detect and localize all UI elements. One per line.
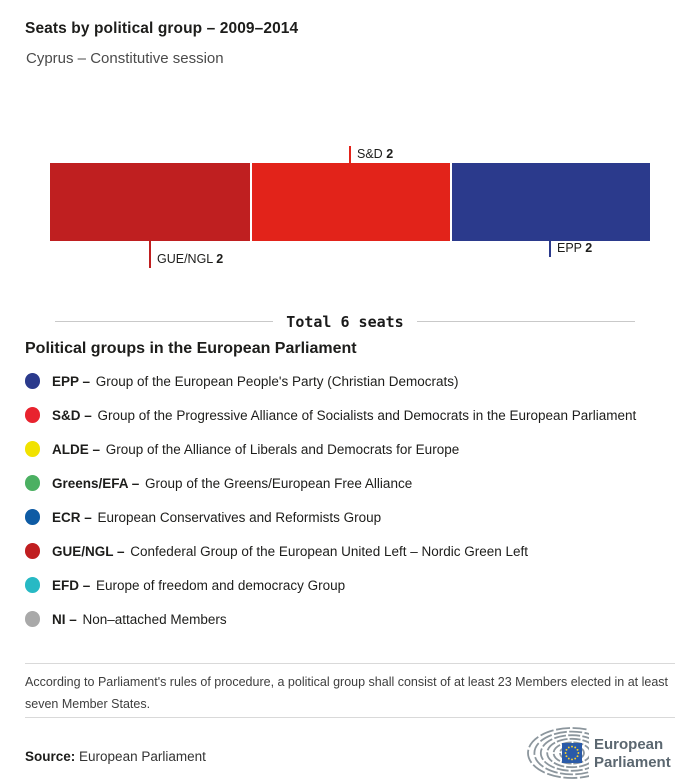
legend-item-epp	[25, 364, 685, 398]
legend-item-ni	[25, 602, 685, 636]
legend-item-efd	[25, 568, 685, 602]
legend-item-label: EPP – Group of the European People's Party (Christian Democrats)	[52, 373, 459, 389]
source-line	[25, 749, 206, 764]
legend-list	[25, 364, 685, 636]
legend-item-label: ALDE – Group of the Alliance of Liberals and Democrats for Europe	[52, 441, 460, 457]
source-value: European Parliament	[79, 749, 206, 764]
callout-tick-epp	[549, 241, 551, 257]
legend-item-label: EFD – Europe of freedom and democracy Group	[52, 577, 346, 593]
bar-segment-gue-ngl[interactable]	[50, 163, 250, 241]
bar-segment-epp[interactable]	[450, 163, 650, 241]
group-color-dot-ni	[25, 611, 40, 627]
page-title: Seats by political group – 2009–2014	[25, 20, 299, 37]
total-seats-label: Total 6 seats	[286, 312, 404, 331]
legend-item-ecr	[25, 500, 685, 534]
legend-item-label: Greens/EFA – Group of the Greens/European Free Alliance	[52, 475, 413, 491]
legend-item-gue-ngl	[25, 534, 685, 568]
group-color-dot-epp	[25, 373, 40, 389]
footnote-top-divider	[25, 663, 675, 664]
group-color-dot-s-d	[25, 407, 40, 423]
group-color-dot-alde	[25, 441, 40, 457]
total-left-rule	[55, 321, 273, 322]
group-color-dot-efd	[25, 577, 40, 593]
group-color-dot-greens-efa	[25, 475, 40, 491]
legend-item-label: GUE/NGL – Confederal Group of the European United Left – Nordic Green Left	[52, 543, 529, 559]
group-color-dot-gue-ngl	[25, 543, 40, 559]
logo-text-line2: Parliament	[594, 754, 671, 771]
callout-label-epp: EPP 2	[557, 241, 593, 255]
footnote-bottom-divider	[25, 717, 675, 718]
legend-item-label: S&D – Group of the Progressive Alliance of Socialists and Democrats in the European Parliament	[52, 407, 637, 423]
legend-item-s-d	[25, 398, 685, 432]
legend-item-label: ECR – European Conservatives and Reformists Group	[52, 509, 382, 525]
total-seats-row	[55, 312, 635, 331]
stacked-bar	[50, 163, 650, 241]
legend-heading: Political groups in the European Parliament	[25, 340, 357, 357]
legend-item-label: NI – Non–attached Members	[52, 611, 227, 627]
page-subtitle: Cyprus – Constitutive session	[26, 50, 224, 67]
group-color-dot-ecr	[25, 509, 40, 525]
footnote-text: According to Parliament's rules of procedure, a political group shall consist of at least 23 Members elected in at least seven Member States.	[25, 675, 668, 711]
bar-segment-s-d[interactable]	[250, 163, 450, 241]
legend-item-alde	[25, 432, 685, 466]
source-label: Source:	[25, 749, 76, 764]
callout-tick-gue-ngl	[149, 241, 151, 268]
logo-text-line1: European	[594, 736, 664, 753]
european-parliament-logo	[523, 724, 698, 780]
callout-label-gue-ngl: GUE/NGL 2	[157, 252, 224, 266]
legend-item-greens-efa	[25, 466, 685, 500]
callout-tick-s-d	[349, 146, 351, 163]
eu-flag-icon	[562, 743, 582, 763]
total-right-rule	[417, 321, 635, 322]
callout-label-s-d: S&D 2	[357, 147, 394, 161]
